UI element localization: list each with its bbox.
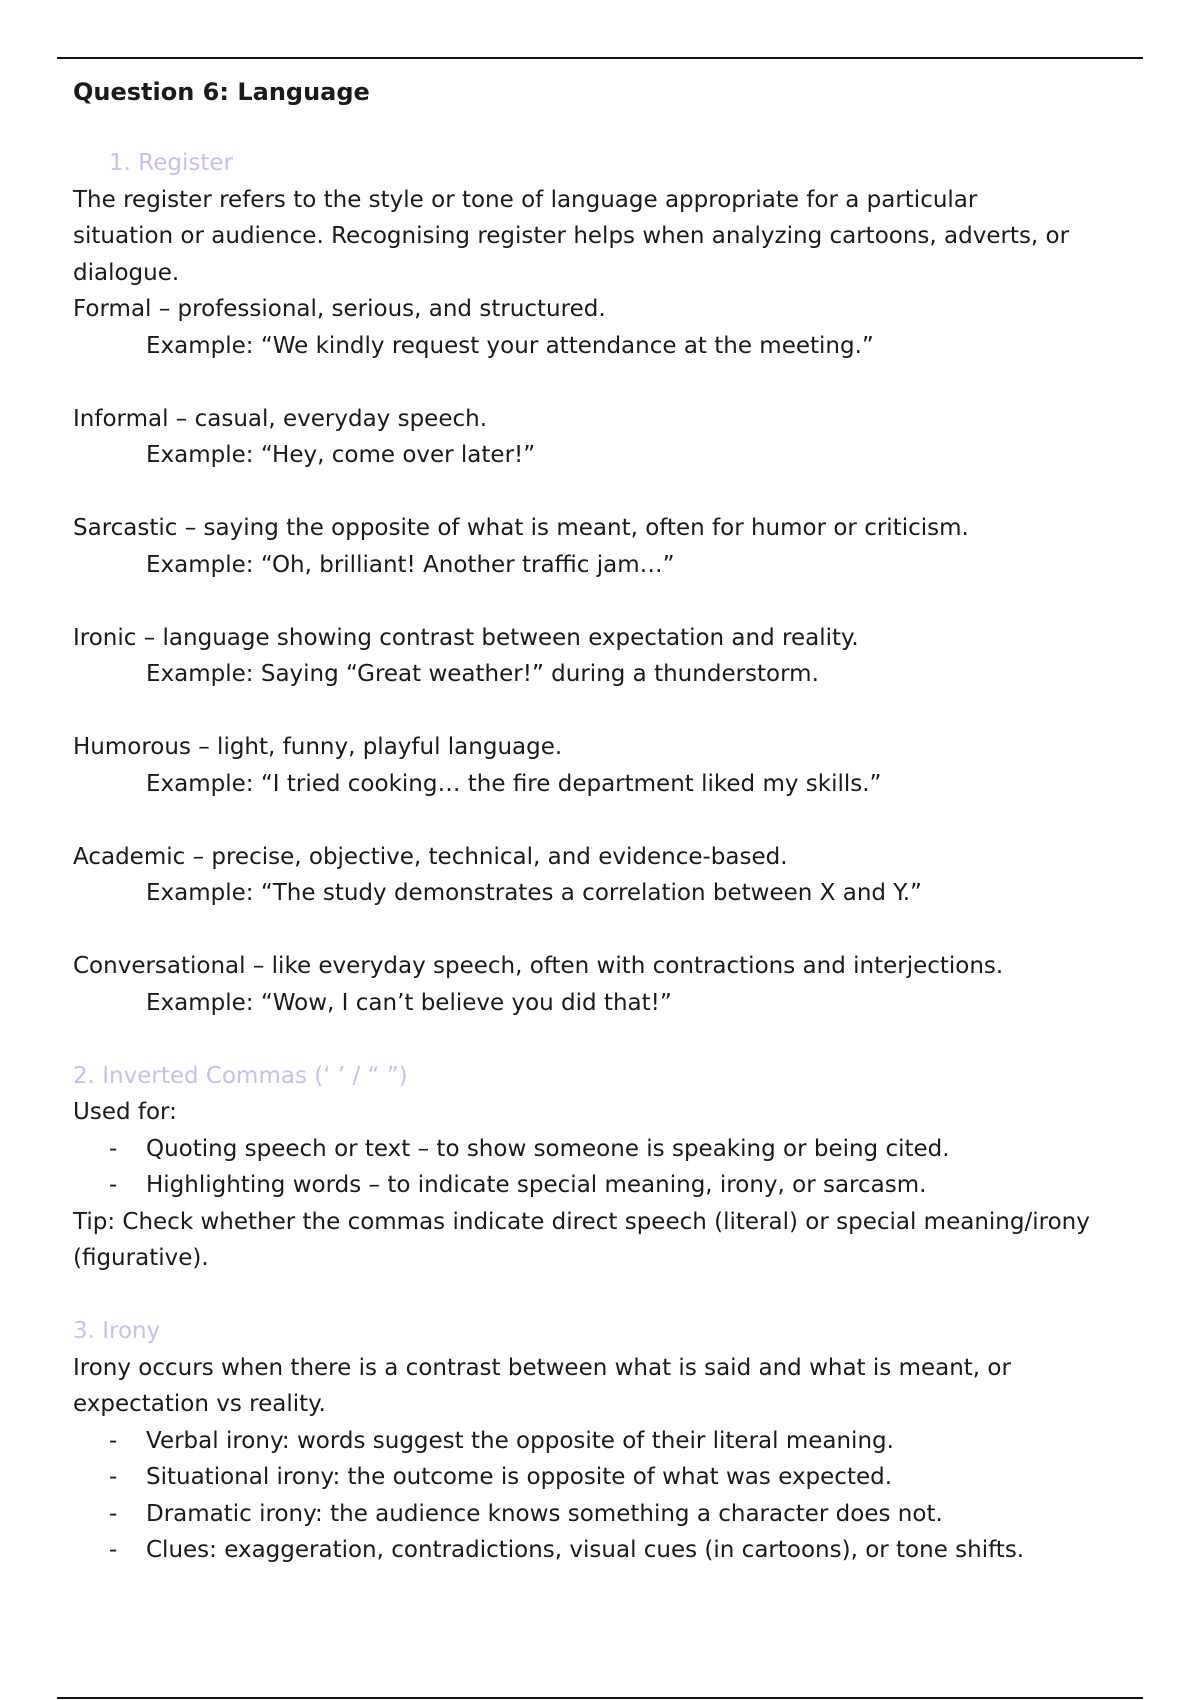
list-item: - Dramatic irony: the audience knows something a character does not. — [73, 1496, 1143, 1533]
register-definition: Conversational – like everyday speech, often with contractions and interjections. — [73, 953, 1004, 979]
inverted-commas-list — [73, 1131, 1143, 1204]
section-heading-inverted-commas: 2. Inverted Commas (‘ ’ / “ ”) — [73, 1062, 408, 1089]
register-definition: Formal – professional, serious, and structured. — [73, 296, 606, 322]
list-item: - Verbal irony: words suggest the opposite of their literal meaning. — [73, 1423, 1143, 1460]
bullet-dash: - — [109, 1135, 118, 1162]
list-item: - Situational irony: the outcome is opposite of what was expected. — [73, 1459, 1143, 1496]
top-rule — [57, 57, 1143, 59]
register-definition: Informal – casual, everyday speech. — [73, 405, 488, 432]
register-example: Example: “Hey, come over later!” — [146, 442, 536, 468]
section-heading-irony: 3. Irony — [73, 1318, 161, 1344]
register-example: Example: Saying “Great weather!” during a thunderstorm. — [146, 661, 819, 687]
section-irony — [73, 1313, 1143, 1569]
register-entry-ironic — [73, 620, 1143, 693]
register-entry-humorous — [73, 729, 1143, 802]
list-item: - Highlighting words – to indicate special meaning, irony, or sarcasm. — [73, 1167, 1143, 1204]
tip-text: Tip: Check whether the commas indicate direct speech (literal) or special meaning/irony — [73, 1208, 1090, 1235]
page-title: Question 6: Language — [73, 78, 370, 106]
used-for-label: Used for: — [73, 1099, 177, 1125]
section-heading-register: 1. Register — [109, 150, 233, 176]
register-entry-academic — [73, 839, 1143, 912]
register-example: Example: “I tried cooking… the fire department liked my skills.” — [146, 770, 882, 797]
bottom-rule — [57, 1697, 1143, 1699]
irony-intro-line: expectation vs reality. — [73, 1391, 326, 1417]
register-intro-line: dialogue. — [73, 259, 180, 286]
register-intro-line: situation or audience. Recognising register helps when analyzing cartoons, adverts, or — [73, 223, 1070, 249]
irony-list — [73, 1423, 1143, 1569]
register-example: Example: “The study demonstrates a correlation between X and Y.” — [146, 880, 922, 906]
register-definition: Academic – precise, objective, technical, and evidence-based. — [73, 843, 788, 870]
register-intro-line: The register refers to the style or tone of language appropriate for a particular — [73, 186, 978, 213]
section-register — [73, 145, 1143, 1021]
bullet-dash: - — [109, 1500, 118, 1527]
list-item: - Clues: exaggeration, contradictions, visual cues (in cartoons), or tone shifts. — [73, 1532, 1143, 1569]
register-entry-sarcastic — [73, 510, 1143, 583]
irony-intro-line: Irony occurs when there is a contrast between what is said and what is meant, or — [73, 1354, 1011, 1381]
bullet-dash: - — [109, 1172, 118, 1198]
bullet-dash: - — [109, 1537, 118, 1563]
register-example: Example: “We kindly request your attendance at the meeting.” — [146, 332, 874, 359]
register-entry-informal — [73, 401, 1143, 474]
register-example: Example: “Wow, I can’t believe you did that!” — [146, 989, 672, 1016]
register-entry-conversational — [73, 948, 1143, 1021]
register-example: Example: “Oh, brilliant! Another traffic jam…” — [146, 551, 675, 578]
list-item: - Quoting speech or text – to show someone is speaking or being cited. — [73, 1131, 1143, 1168]
register-entry-formal — [73, 291, 1143, 364]
bullet-dash: - — [109, 1464, 118, 1490]
bullet-dash: - — [109, 1427, 118, 1454]
section-inverted-commas — [73, 1058, 1143, 1277]
tip-text: (figurative). — [73, 1245, 209, 1271]
register-definition: Humorous – light, funny, playful language. — [73, 734, 563, 760]
register-definition: Ironic – language showing contrast between expectation and reality. — [73, 624, 859, 651]
register-definition: Sarcastic – saying the opposite of what is meant, often for humor or criticism. — [73, 515, 969, 541]
document-body — [73, 72, 1143, 1569]
